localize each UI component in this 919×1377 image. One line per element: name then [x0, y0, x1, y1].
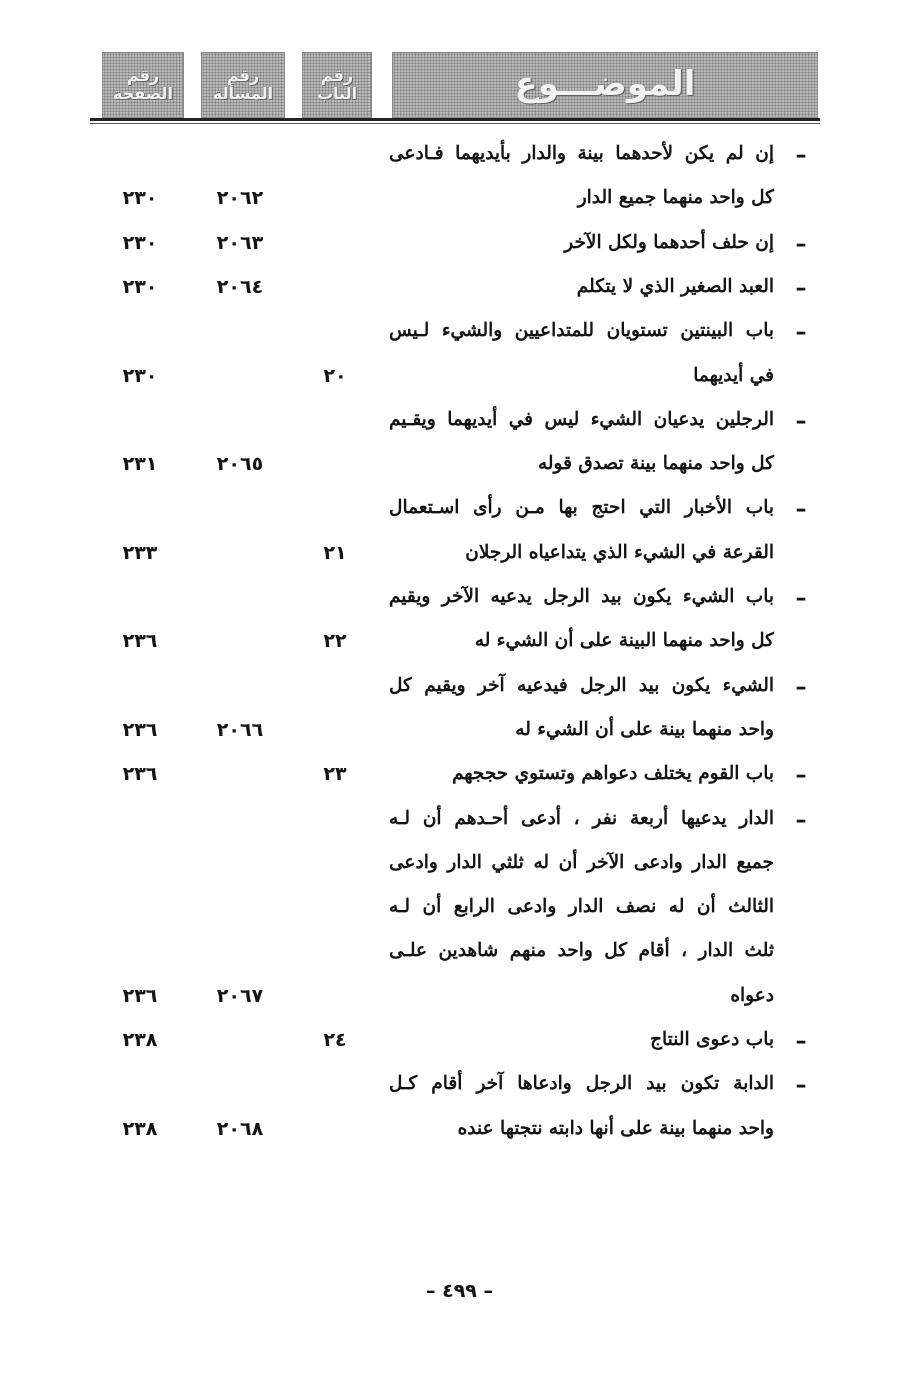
header-page-number: [102, 52, 184, 118]
entry-issue-number: ٢٠٦٣: [216, 231, 264, 254]
header-issue-number: [201, 52, 285, 118]
entry-topic-text: كل واحد منهما البينة على أن الشيء له: [474, 630, 774, 652]
entry-dash: –: [795, 231, 807, 257]
entry-topic-text: كل واحد منهما جميع الدار: [577, 187, 774, 209]
entry-chapter-number: ٢٠: [323, 364, 347, 387]
index-row: [0, 497, 919, 541]
entry-page-number: ٢٣٦: [122, 630, 158, 653]
entry-topic-text: باب دعوى النتاج: [650, 1029, 774, 1050]
header-topic-label: الموضـــوع: [514, 64, 696, 105]
entry-topic-text: الرجلين يدعيان الشيء ليس في أيديهما ويقـيم: [389, 408, 774, 430]
index-row: [0, 365, 919, 409]
index-row: [0, 985, 919, 1029]
entry-topic-text: الدار يدعيها أربعة نفر ، أدعى أحـدهم أن لـه: [389, 807, 774, 829]
entry-topic-text: باب الأخبار التي احتج بها مـن رأى اسـتعمال: [389, 497, 774, 519]
entry-chapter-number: ٢١: [323, 541, 347, 564]
index-row: [0, 808, 919, 852]
entry-issue-number: ٢٠٦٥: [216, 453, 264, 476]
entry-page-number: ٢٣٠: [122, 364, 158, 387]
index-row: [0, 940, 919, 984]
entry-topic-text: في أيديهما: [693, 364, 774, 386]
entry-topic-text: إن حلف أحدهما ولكل الآخر: [564, 231, 774, 253]
index-row: [0, 453, 919, 497]
entry-topic-text: الثالث أن له نصف الدار وادعى الرابع أن لـه: [389, 896, 774, 918]
entry-chapter-number: ٢٣: [323, 763, 347, 786]
index-row: [0, 1073, 919, 1117]
entry-page-number: ٢٣٠: [122, 187, 158, 210]
entry-dash: –: [795, 807, 807, 833]
header-issue-line1: رقم: [226, 65, 260, 85]
index-row: [0, 719, 919, 763]
header-chapter-number: [302, 52, 372, 118]
entry-topic-text: واحد منهما بينة على أن الشيء له: [515, 718, 774, 740]
index-row: [0, 320, 919, 364]
index-table-header: [90, 52, 820, 124]
entry-topic-text: إن لم يكن لأحدهما بينة والدار بأيديهما فـادعى: [389, 143, 774, 164]
index-row: [0, 852, 919, 896]
index-row: [0, 409, 919, 453]
entry-dash: –: [795, 275, 807, 301]
page-number-footer: – ٤٩٩ –: [425, 1280, 494, 1302]
entry-dash: –: [795, 763, 807, 789]
entry-topic-text: باب القوم يختلف دعواهم وتستوي حججهم: [452, 763, 774, 785]
entry-issue-number: ٢٠٦٧: [216, 984, 264, 1007]
entry-page-number: ٢٣١: [122, 453, 158, 476]
index-row: [0, 232, 919, 276]
entry-topic-text: كل واحد منهما بينة تصدق قوله: [537, 453, 774, 475]
entry-topic-text: العبد الصغير الذي لا يتكلم: [576, 275, 774, 297]
entry-chapter-number: ٢٤: [323, 1029, 347, 1051]
entry-dash: –: [795, 586, 807, 611]
header-rule-thick: [90, 118, 820, 121]
header-rule-thin: [90, 123, 820, 124]
header-chapter-line1: رقم: [320, 65, 354, 85]
entry-page-number: ٢٣٣: [122, 541, 158, 564]
entry-page-number: ٢٣٠: [122, 231, 158, 254]
index-row: [0, 1118, 919, 1162]
entry-page-number: ٢٣٨: [122, 1029, 158, 1051]
entry-topic-text: القرعة في الشيء الذي يتداعياه الرجلان: [465, 541, 774, 563]
header-page-line1: رقم: [126, 65, 160, 85]
entry-page-number: ٢٣٨: [122, 1117, 158, 1140]
entry-topic-text: باب الشيء يكون بيد الرجل يدعيه الآخر ويقيم: [389, 586, 774, 607]
entry-topic-text: ثلث الدار ، أقام كل واحد منهم شاهدين علـى: [389, 940, 774, 962]
header-topic: [392, 52, 818, 118]
index-row: [0, 542, 919, 586]
entry-dash: –: [795, 1073, 807, 1099]
entry-topic-text: الشيء يكون بيد الرجل فيدعيه آخر ويقيم كل: [389, 674, 774, 696]
entry-topic-text: واحد منهما بينة على أنها دابته نتجتها عنده: [457, 1117, 774, 1139]
entry-dash: –: [795, 320, 807, 346]
entry-issue-number: ٢٠٦٤: [216, 275, 264, 298]
entry-dash: –: [795, 497, 807, 523]
entry-page-number: ٢٣٦: [122, 763, 158, 786]
index-row: [0, 143, 919, 187]
entry-page-number: ٢٣٦: [122, 718, 158, 741]
index-row: [0, 1029, 919, 1073]
index-row: [0, 675, 919, 719]
header-issue-line2: المسألة: [212, 84, 274, 103]
entry-issue-number: ٢٠٦٢: [216, 187, 264, 210]
entry-dash: –: [795, 143, 807, 168]
entry-topic-text: دعواه: [730, 984, 774, 1006]
entry-issue-number: ٢٠٦٦: [216, 718, 264, 741]
entry-dash: –: [795, 408, 807, 434]
entry-page-number: ٢٣٠: [122, 275, 158, 298]
entry-topic-text: باب البينتين تستويان للمتداعيين والشيء لـيس: [389, 320, 774, 342]
index-row: [0, 763, 919, 807]
index-row: [0, 187, 919, 231]
index-row: [0, 630, 919, 674]
entry-chapter-number: ٢٢: [323, 630, 347, 653]
entry-topic-text: جميع الدار وادعى الآخر أن له ثلثي الدار وادعى: [389, 851, 774, 873]
header-page-line2: الصفحة: [113, 84, 174, 103]
index-row: [0, 896, 919, 940]
entry-dash: –: [795, 674, 807, 700]
index-row: [0, 586, 919, 630]
entry-issue-number: ٢٠٦٨: [216, 1117, 264, 1140]
entry-topic-text: الدابة تكون بيد الرجل وادعاها آخر أقام كـل: [389, 1073, 774, 1095]
entry-dash: –: [795, 1029, 807, 1054]
index-row: [0, 276, 919, 320]
entry-page-number: ٢٣٦: [122, 984, 158, 1007]
header-chapter-line2: الباب: [316, 84, 358, 103]
